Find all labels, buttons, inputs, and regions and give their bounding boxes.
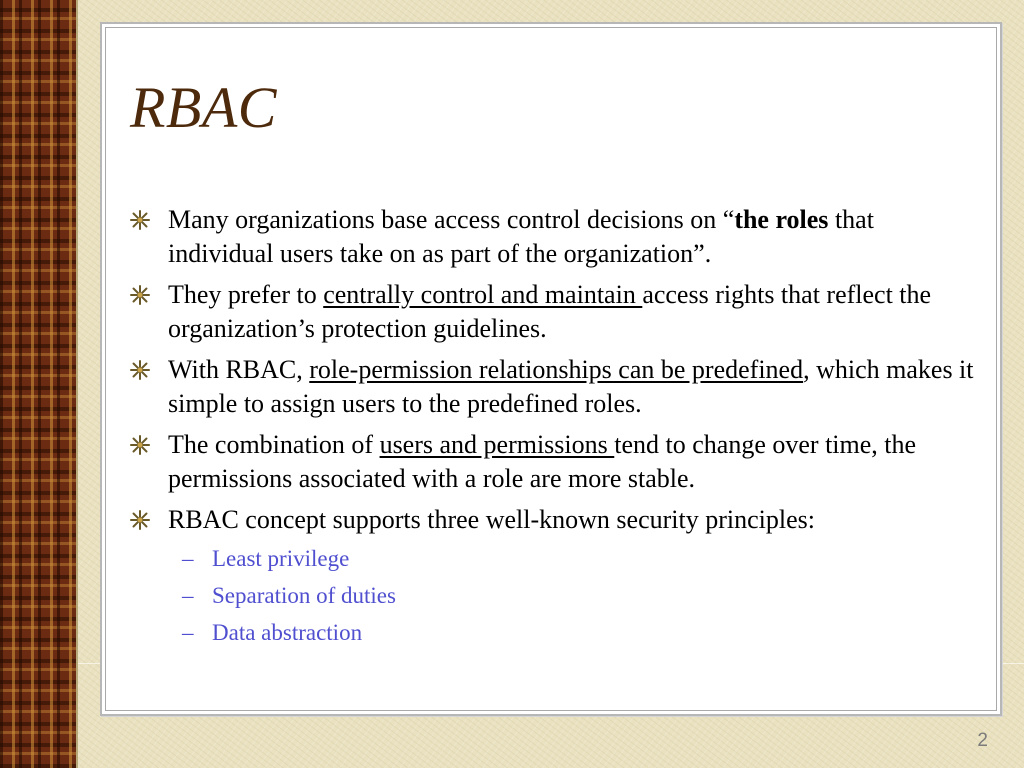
sub-bullet-data-abstraction: [130, 618, 980, 648]
starburst-bullet-icon: [130, 435, 150, 455]
bullet-1-text: Many organizations base access control decisions on “: [168, 205, 735, 234]
sub-bullet-label: Least privilege: [212, 546, 350, 571]
bullet-3-text-end: , which makes it simple to assign users to the predefined roles.: [168, 355, 974, 418]
bullet-4-text: The combination of: [168, 430, 380, 459]
starburst-bullet-icon: [130, 360, 150, 380]
slide-title: RBAC: [130, 75, 277, 140]
starburst-bullet-icon: [130, 210, 150, 230]
sub-bullet-separation-of-duties: [130, 581, 980, 611]
strip-edge-divider: [76, 0, 78, 768]
bullet-2-text: They prefer to: [168, 280, 324, 309]
sub-bullet-label: Data abstraction: [212, 620, 363, 645]
starburst-bullet-icon: [130, 285, 150, 305]
bullet-item-1: [130, 203, 980, 271]
sub-bullet-least-privilege: [130, 544, 980, 574]
woven-texture-strip: [0, 0, 76, 768]
bullet-2-underlined: centrally control and maintain: [323, 280, 643, 309]
bullet-2-text-end: access rights that reflect the organization’s protection guidelines.: [168, 280, 932, 343]
starburst-bullet-icon: [130, 510, 150, 530]
bullet-5-text: RBAC concept supports three well-known security principles:: [168, 505, 815, 534]
bullet-3-text: With RBAC,: [168, 355, 310, 384]
bullet-1-text-end: that individual users take on as part of the organization”.: [168, 205, 874, 268]
dash-bullet-icon: –: [182, 546, 194, 571]
bullet-4-underlined: users and permissions: [379, 430, 615, 459]
bullet-item-2: [130, 278, 980, 346]
bullet-item-5: [130, 503, 980, 537]
bullet-3-underlined: role-permission relationships can be predefined: [309, 355, 804, 384]
page-number: 2: [977, 730, 988, 751]
bullet-1-bold: the roles: [734, 205, 829, 234]
sub-bullet-label: Separation of duties: [212, 583, 396, 608]
dash-bullet-icon: –: [182, 620, 194, 645]
dash-bullet-icon: –: [182, 583, 194, 608]
bullet-item-4: [130, 428, 980, 496]
bullet-item-3: [130, 353, 980, 421]
bullet-list: [130, 203, 980, 655]
bullet-4-text-end: tend to change over time, the permissions associated with a role are more stable.: [168, 430, 917, 493]
